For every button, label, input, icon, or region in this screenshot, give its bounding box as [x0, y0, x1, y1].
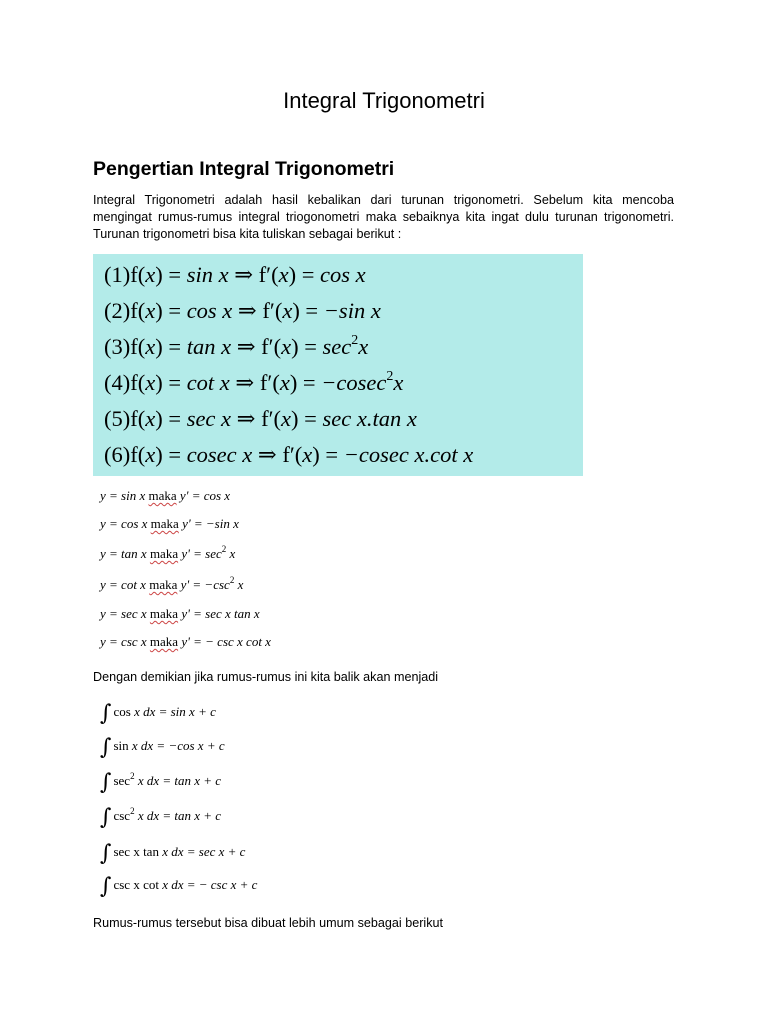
variable: x — [145, 370, 156, 395]
function-expression: tan x — [186, 334, 232, 359]
derivative-formula-box — [93, 254, 583, 476]
derivative-formula-line: (5)f(x) = sec x ⇒ f′(x) = sec x.tan x — [104, 406, 417, 431]
integral-result: x dx = − csc x + c — [162, 877, 258, 892]
variable: x — [145, 334, 156, 359]
section-heading: Pengertian Integral Trigonometri — [93, 158, 395, 180]
derivative-formula-line: (3)f(x) = tan x ⇒ $f'(x) = \sec^2x$ — [104, 333, 369, 359]
integral-result: x dx = sec x + c — [162, 844, 246, 859]
equation-rhs: y' = − csc x cot x — [181, 634, 271, 649]
transition-paragraph: Dengan demikian jika rumus-rumus ini kita balik akan menjadi — [93, 670, 439, 684]
integrand: csc — [113, 808, 131, 823]
variable: x — [226, 546, 236, 561]
variable: x — [302, 442, 313, 467]
variable: x — [145, 442, 156, 467]
integral-sign: ∫ — [100, 735, 112, 760]
derivative-equation — [100, 606, 260, 622]
function-expression: cot x — [186, 370, 230, 395]
equation-rhs: y' = sec x tan x — [181, 606, 260, 621]
exponent: 2 — [386, 369, 394, 384]
maka-word: maka — [150, 516, 179, 531]
formula-number: (4) — [104, 370, 131, 395]
integral-sign: ∫ — [100, 841, 112, 866]
equation-lhs: y = cos x — [100, 516, 148, 531]
variable: x — [282, 298, 293, 323]
integral-sign: ∫ — [100, 770, 112, 795]
formula-number: (1) — [104, 262, 131, 287]
integral-result: x dx = tan x + c — [134, 808, 222, 823]
closing-paragraph: Rumus-rumus tersebut bisa dibuat lebih umum sebagai berikut — [93, 916, 443, 930]
integral-equation — [100, 805, 222, 830]
maka-word: maka — [149, 634, 179, 649]
integrand: sec x tan — [113, 844, 163, 859]
variable: x — [358, 334, 369, 359]
equation-rhs: y' = cos x — [179, 488, 231, 503]
variable: x — [234, 577, 244, 592]
variable: x — [278, 262, 289, 287]
exponent: 2 — [229, 575, 235, 585]
derivative-equation — [100, 634, 271, 650]
exponent: 2 — [130, 771, 135, 781]
integral-equation — [100, 701, 216, 726]
derivative-expression: −sin x — [323, 298, 381, 323]
integral-result: x dx = sin x + c — [134, 704, 216, 719]
maka-word: maka — [149, 577, 178, 592]
equation-lhs: y = sin x — [100, 488, 146, 503]
integrand: csc x cot — [113, 877, 163, 892]
function-expression: cosec x — [186, 442, 253, 467]
equation-rhs: y' = sec — [181, 546, 222, 561]
integrand: sec — [113, 773, 131, 788]
equation-lhs: y = sec x — [100, 606, 147, 621]
formula-number: (6) — [104, 442, 131, 467]
function-expression: cos x — [186, 298, 233, 323]
maka-word: maka — [149, 606, 179, 621]
derivative-expression: sec x.tan x — [322, 406, 417, 431]
integral-equation — [100, 770, 222, 795]
integral-equation — [100, 874, 258, 899]
derivative-equation — [100, 546, 235, 562]
derivative-formula-line: (6)f(x) = cosec x ⇒ f′(x) = −cosec x.cot x — [104, 442, 474, 467]
derivative-formula-line: (4)f(x) = cot x ⇒ f′(x) = −cosec$^2$x — [104, 369, 404, 395]
formula-number: (5) — [104, 406, 131, 431]
derivative-equation — [100, 516, 239, 532]
exponent: 2 — [130, 806, 135, 816]
integral-result: x dx = tan x + c — [134, 773, 222, 788]
derivative-expression: −cosec — [321, 370, 387, 395]
integral-sign: ∫ — [100, 874, 112, 899]
variable: x — [279, 370, 290, 395]
derivative-expression: sec — [322, 334, 352, 359]
function-expression: sin x — [186, 262, 229, 287]
variable: x — [393, 370, 404, 395]
derivative-equation — [100, 577, 243, 593]
variable: x — [145, 262, 156, 287]
variable: x — [145, 406, 156, 431]
derivative-expression: −cosec x.cot x — [343, 442, 474, 467]
formula-number: (2) — [104, 298, 131, 323]
maka-word: maka — [148, 488, 177, 503]
intro-paragraph: Integral Trigonometri adalah hasil kebalikan dari turunan trigonometri. Sebelum kita mencoba mengingat rumus-rumus integral triogonometri maka sebaiknya kita ingat dulu turunan trigonometri. Turunan trigonometri bisa kita tuliskan sebagai berikut : — [93, 193, 674, 241]
integral-result: x dx = −cos x + c — [131, 738, 225, 753]
integral-equation — [100, 735, 225, 760]
integral-sign: ∫ — [100, 805, 112, 830]
integrand: sin — [113, 738, 132, 753]
integral-sign: ∫ — [100, 701, 112, 726]
integral-equation — [100, 841, 246, 866]
derivative-equation — [100, 488, 230, 504]
page-title: Integral Trigonometri — [283, 88, 485, 113]
exponent: 2 — [221, 544, 227, 554]
variable: x — [145, 298, 156, 323]
variable: x — [281, 406, 292, 431]
derivative-formula-line: (1)f(x) = sin x ⇒ f′(x) = cos x — [104, 262, 366, 287]
variable: x — [281, 334, 292, 359]
equation-lhs: y = cot x — [100, 577, 146, 592]
equation-rhs: y' = −sin x — [182, 516, 239, 531]
formula-number: (3) — [104, 334, 131, 359]
exponent: 2 — [351, 333, 359, 348]
equation-lhs: y = tan x — [100, 546, 147, 561]
derivative-expression: cos x — [320, 262, 366, 287]
equation-lhs: y = csc x — [100, 634, 147, 649]
integrand: cos — [113, 704, 135, 719]
function-expression: sec x — [186, 406, 232, 431]
equation-rhs: y' = −csc — [180, 577, 230, 592]
maka-word: maka — [149, 546, 179, 561]
derivative-formula-line: (2)f(x) = cos x ⇒ f′(x) = −sin x — [104, 298, 381, 323]
